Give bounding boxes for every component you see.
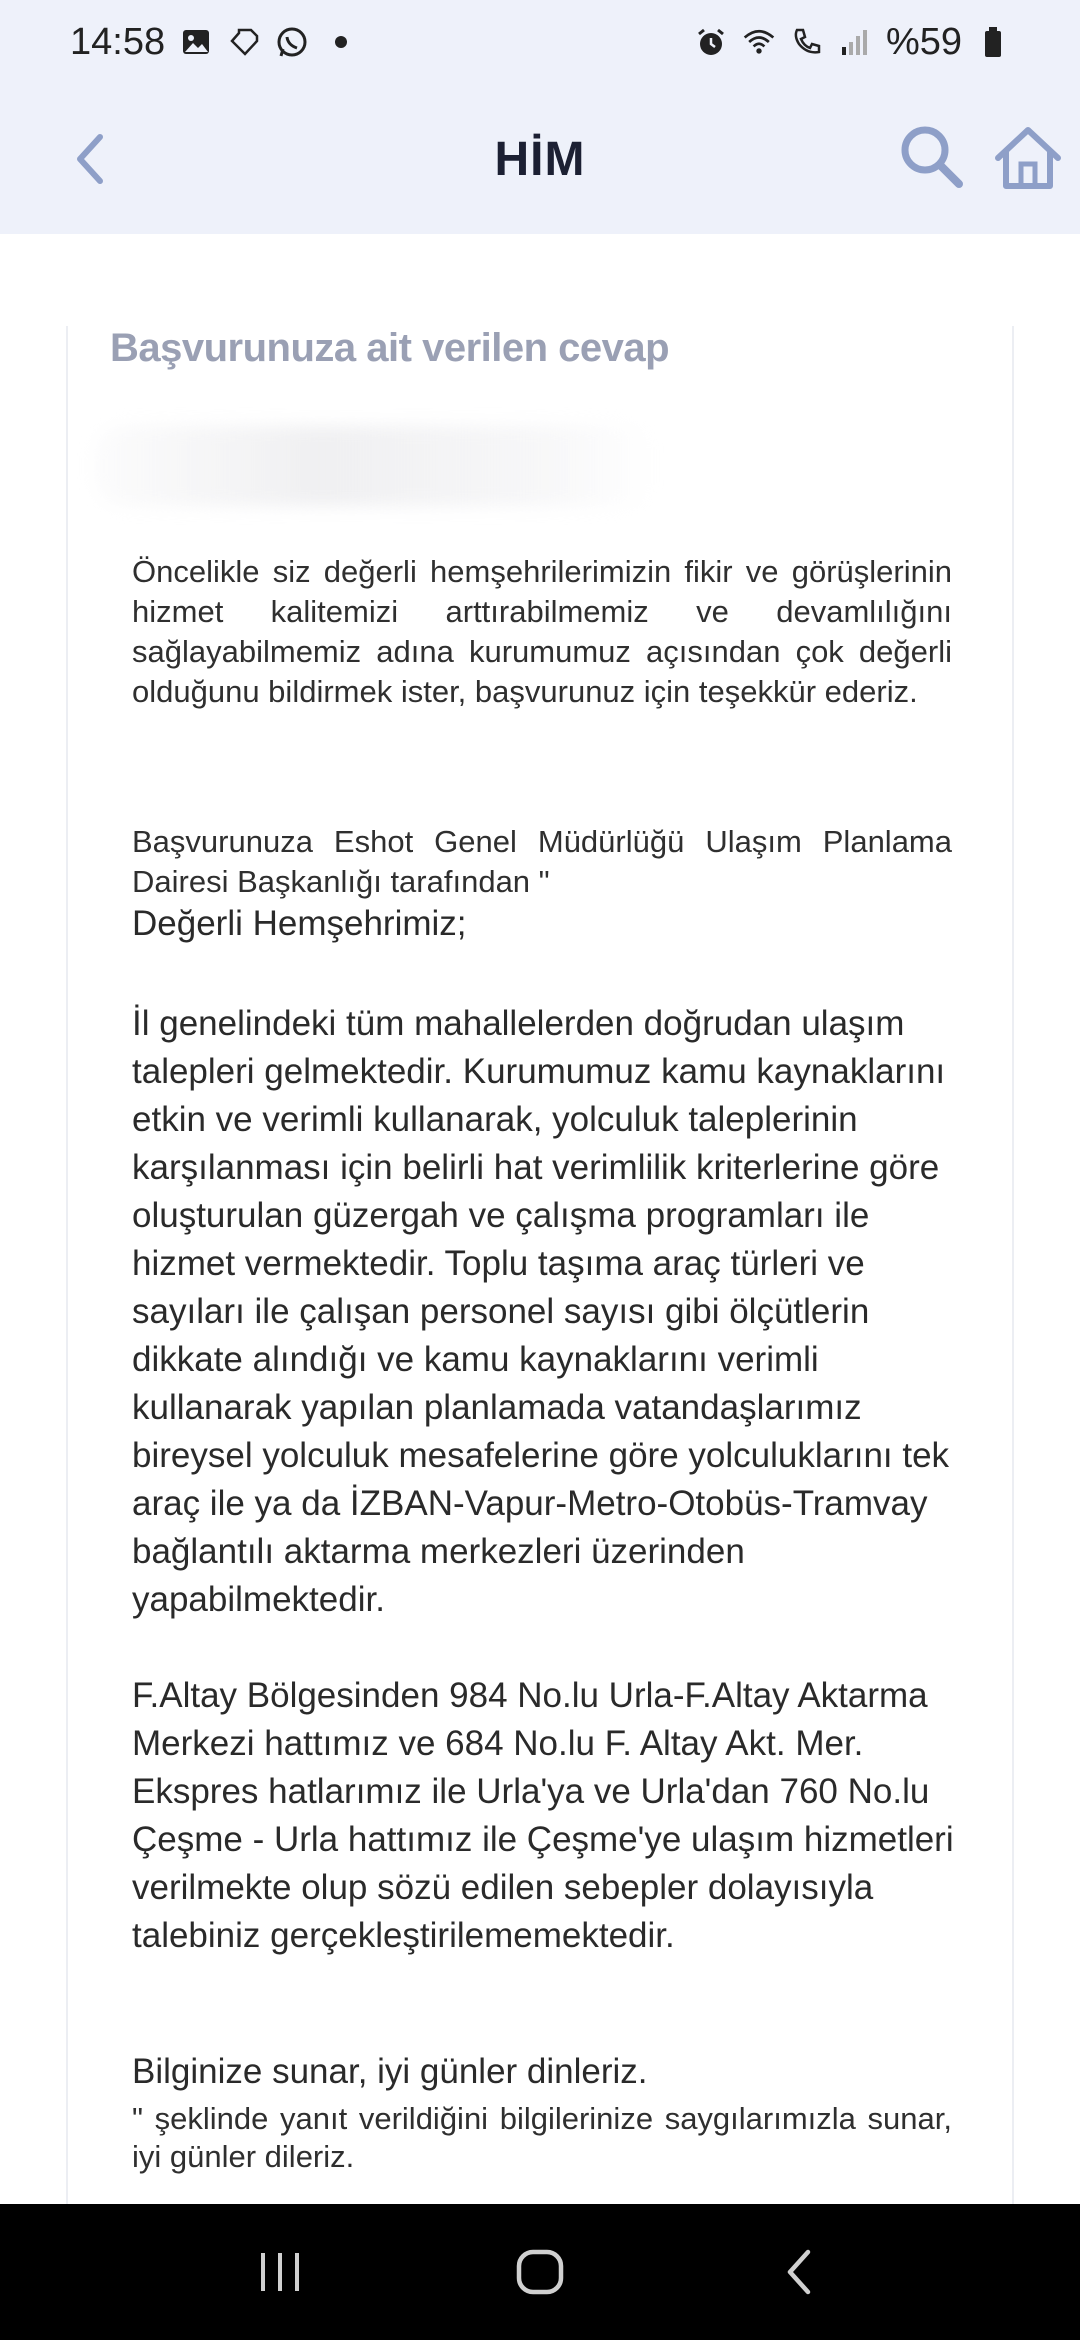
- final-line: " şeklinde yanıt verildiğini bilgilerinize saygılarımızla sunar, iyi günler dileriz.: [132, 2101, 952, 2174]
- recent-apps-icon: [255, 2249, 305, 2295]
- closing-line: Bilginize sunar, iyi günler dinleriz.: [132, 2052, 648, 2091]
- battery-percent: %59: [885, 20, 962, 63]
- intro-paragraph: Öncelikle siz değerli hemşehrilerimizin fikir ve görüşlerinin hizmet kalitemizi arttırabilmemiz ve devamlılığını sağlayabilmemiz adına kurumumuz açısından çok değerli olduğunu bildirmek ister, başvurunuz için teşekkür ederiz.: [132, 554, 952, 709]
- sim-icon: [227, 25, 261, 59]
- chevron-left-icon: [70, 131, 110, 187]
- recent-apps-button[interactable]: [235, 2227, 325, 2317]
- back-button[interactable]: [55, 124, 125, 194]
- salutation: Değerli Hemşehrimiz;: [132, 904, 467, 943]
- search-icon: [895, 120, 971, 196]
- alarm-icon: [694, 25, 728, 59]
- call-icon: [790, 25, 824, 59]
- dot-icon: [335, 36, 347, 48]
- redacted-area: [94, 426, 654, 506]
- gallery-icon: [179, 25, 213, 59]
- whatsapp-icon: [275, 25, 309, 59]
- back-nav-button[interactable]: [755, 2227, 845, 2317]
- content-area[interactable]: [0, 234, 1080, 2204]
- app-header: [0, 84, 1080, 234]
- home-nav-icon: [515, 2247, 565, 2297]
- status-time: 14:58: [70, 20, 166, 63]
- home-button[interactable]: [990, 120, 1066, 196]
- battery-icon: [976, 25, 1010, 59]
- card-title: Başvurunuza ait verilen cevap: [110, 326, 670, 370]
- back-nav-icon: [780, 2247, 820, 2297]
- home-nav-button[interactable]: [495, 2227, 585, 2317]
- body-paragraph-2: F.Altay Bölgesinden 984 No.lu Urla-F.Altay Aktarma Merkezi hattımız ve 684 No.lu F. Altay Akt. Mer. Ekspres hatlarımız ile Urla'ya ve Urla'dan 760 No.lu Çeşme - Urla hattımız ile Çeşme'ye ulaşım hizmetleri verilmekte olup sözü edilen sebepler dolayısıyla talebiniz gerçekleştirilememektedir.: [132, 1676, 954, 1955]
- signal-icon: [838, 25, 872, 59]
- wifi-icon: [742, 25, 776, 59]
- home-icon: [990, 120, 1066, 196]
- page-title: HİM: [494, 132, 586, 186]
- status-left: [70, 21, 347, 64]
- response-card: [66, 326, 1014, 2204]
- navigation-bar: [0, 2204, 1080, 2340]
- response-intro: Başvurunuza Eshot Genel Müdürlüğü Ulaşım Planlama Dairesi Başkanlığı tarafından ": [132, 824, 952, 899]
- search-button[interactable]: [895, 120, 971, 196]
- status-right: [694, 21, 1010, 64]
- status-bar: [0, 0, 1080, 84]
- body-paragraph-1: İl genelindeki tüm mahallelerden doğrudan ulaşım talepleri gelmektedir. Kurumumuz kamu kaynaklarını etkin ve verimli kullanarak, yolculuk taleplerinin karşılanması için belirli hat verimlilik kriterlerine göre oluşturulan güzergah ve çalışma programları ile hizmet vermektedir. Toplu taşıma araç türleri ve sayıları ile çalışan personel sayısı gibi ölçütlerin dikkate alındığı ve kamu kaynaklarını verimli kullanarak yapılan planlamada vatandaşlarımız bireysel yolculuk mesafelerine göre yolculuklarını tek araç ile ya da İZBAN-Vapur-Metro-Otobüs-Tramvay bağlantılı aktarma merkezleri üzerinden yapabilmektedir.: [132, 1004, 950, 1619]
